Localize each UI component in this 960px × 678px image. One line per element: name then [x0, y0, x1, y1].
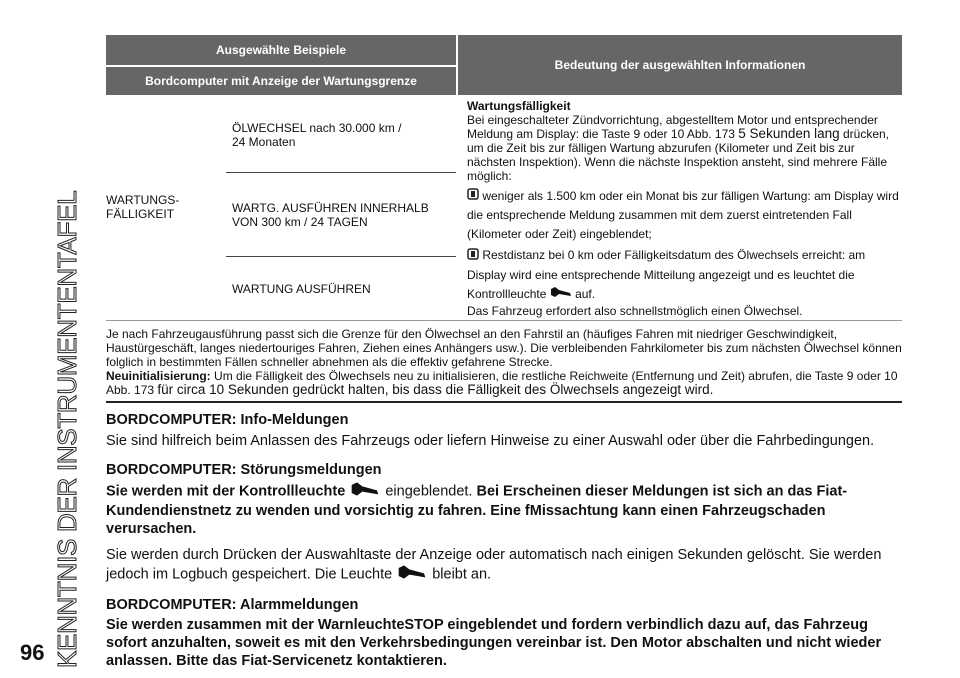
fault-paragraph	[106, 481, 902, 538]
info-text-a: Bei eingeschalteter Zündvorrichtung, abgestelltem Motor und entsprechender Meldung am Display: die Taste 9 oder 10 Abb. 173	[467, 113, 878, 141]
wrench-icon	[550, 285, 572, 304]
info-text-c: drücken, um die Zeit bis zur fälligen Wartung abzurufen (Kilometer und Zeit bis zur nächsten Inspektion). Wenn die nächste Inspektion ansteht, sind mehrere Fälle möglich:	[467, 127, 890, 183]
table-header-onboard-computer: Bordcomputer mit Anzeige der Wartungsgrenze	[106, 67, 456, 95]
note-reinit-text: Um die Fälligkeit des Ölwechsels neu zu initialisieren, die restliche Reichweite (Entfernung und Zeit) abrufen, die Taste 9 oder 10 Abb. 173	[106, 369, 898, 397]
fault-paragraph-2	[106, 546, 902, 585]
row-divider	[226, 256, 456, 257]
fault-heading: BORDCOMPUTER: Störungsmeldungen	[106, 462, 382, 478]
table-header-meaning: Bedeutung der ausgewählten Informationen	[458, 35, 902, 95]
fault-text-e: bleibt an.	[432, 566, 492, 583]
table-bottom-rule	[106, 320, 902, 321]
info-paragraph	[467, 113, 905, 183]
bullet-text-end: auf.	[575, 286, 596, 301]
info-title: Wartungsfälligkeit	[467, 99, 571, 113]
page-number: 96	[20, 640, 45, 665]
bullet-item	[467, 246, 905, 304]
alarm-text: Sie werden zusammen mit der WarnleuchteSTOP eingeblendet und fordern verbindlich dazu auf, das Fahrzeug sofort anzuhalten, soweit es mit den Verkehrsbedingungen vereinbar ist. Den Motor abschalten und nicht wieder anlassen. Bitte das Fiat-Servicenetz kontaktieren.	[106, 617, 882, 669]
message-service-within: WARTG. AUSFÜHREN INNERHALB VON 300 km / 24 TAGEN	[232, 201, 429, 229]
table-header-examples: Ausgewählte Beispiele	[106, 35, 456, 65]
category-label: WARTUNGS- FÄLLIGKEIT	[106, 193, 180, 221]
alarm-heading: BORDCOMPUTER: Alarmmeldungen	[106, 597, 359, 613]
bullet-icon	[467, 247, 479, 266]
note-reinit	[106, 369, 902, 397]
note-block	[106, 327, 902, 397]
info-text: Sie sind hilfreich beim Anlassen des Fahrzeugs oder liefern Hinweise zu einer Auswahl oder über die Fahrbedingungen.	[106, 433, 875, 449]
row-divider	[226, 172, 456, 173]
note-reinit-emph: für circa 10 Sekunden gedrückt halten, bis dass die Fälligkeit des Ölwechsels angezeigt wird.	[157, 382, 714, 397]
section-rule	[106, 401, 902, 403]
info-column	[467, 99, 905, 318]
sidebar-section-title: KENNTNIS DER INSTRUMENTENTAFEL	[52, 190, 82, 668]
note-paragraph: Je nach Fahrzeugausführung passt sich die Grenze für den Ölwechsel an den Fahrstil an (häufiges Fahren mit niedriger Geschwindigkeit, Haustürgeschäft, langes niedertouriges Fahren, Ziehen eines Anhängers usw.). Die verbleibenden Fahrkilometer bis zum nächsten Ölwechsel können folglich in bestimmten Fällen schneller abnehmen als die effektiv gefahrene Strecke.	[106, 327, 902, 369]
fault-text-a: Sie werden mit der Kontrollleuchte	[106, 483, 346, 500]
bullet-text: weniger als 1.500 km oder ein Monat bis zur fälligen Wartung: am Display wird die entsprechende Meldung zusammen mit dem zuerst eintretenden Fall (Kilometer oder Zeit) eingeblendet;	[467, 189, 899, 242]
note-reinit-label: Neuinitialisierung:	[106, 369, 211, 383]
fault-text-c: Bei Erscheinen dieser Meldungen ist sich an das Fiat-Kundendienstnetz zu wenden und vorsichtig zu fahren. Eine fMissachtung kann einen Fahrzeugschaden verursachen.	[106, 483, 848, 537]
info-text-b: 5 Sekunden lang	[738, 126, 840, 141]
wrench-icon	[349, 481, 381, 502]
message-oil-change: ÖLWECHSEL nach 30.000 km / 24 Monaten	[232, 121, 402, 149]
message-service-now: WARTUNG AUSFÜHREN	[232, 282, 371, 296]
body-sections	[106, 411, 902, 670]
info-heading: BORDCOMPUTER: Info-Meldungen	[106, 412, 349, 428]
bullet-item	[467, 187, 905, 244]
wrench-icon	[396, 564, 428, 585]
info-last: Das Fahrzeug erfordert also schnellstmöglich einen Ölwechsel.	[467, 303, 803, 318]
fault-text-b: eingeblendet.	[385, 483, 473, 500]
fault-text-d: Sie werden durch Drücken der Auswahltaste der Anzeige oder automatisch nach einigen Sekunden gelöscht. Sie werden jedoch im Logbuch gespeichert. Die Leuchte	[106, 547, 882, 583]
bullet-icon	[467, 187, 479, 206]
bullet-text: Restdistanz bei 0 km oder Fälligkeitsdatum des Ölwechsels erreicht: am Display wird eine entsprechende Mitteilung angezeigt und es leuchtet die Kontrollleuchte	[467, 248, 866, 301]
